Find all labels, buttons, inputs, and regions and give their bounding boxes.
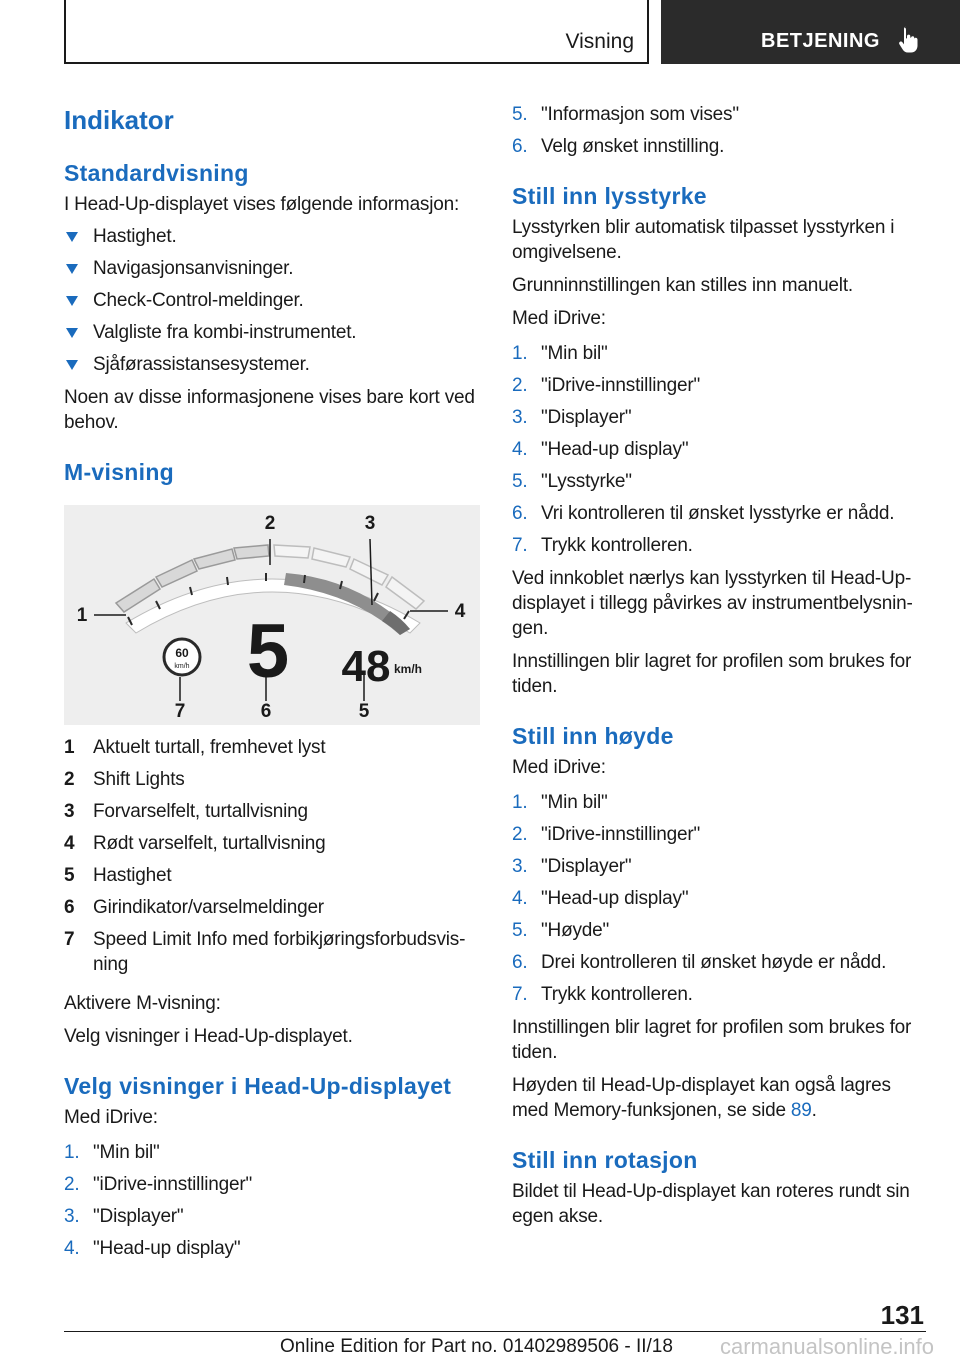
step-number: 1.: [512, 343, 528, 364]
standard-heading: Standardvisning: [64, 160, 249, 186]
step-number: 5.: [512, 104, 528, 125]
step-item: [64, 1204, 482, 1229]
legend-text: Speed Limit Info med forbikjøringsforbudsvis‐ ning: [93, 929, 466, 975]
legend-text: Forvarselfelt, turtallvisning: [93, 801, 308, 822]
legend-number: 2: [64, 769, 75, 790]
triangle-bullet-icon: [66, 296, 78, 306]
step-number: 6.: [512, 136, 528, 157]
step-item: [512, 134, 926, 159]
step-number: 3.: [512, 856, 528, 877]
step-item: [64, 1140, 482, 1165]
step-item: [512, 102, 926, 127]
hoyde-memory-note: [512, 1073, 926, 1123]
step-text: "Displayer": [541, 407, 632, 428]
step-number: 6.: [512, 952, 528, 973]
step-text: "iDrive-innstillinger": [541, 375, 701, 396]
rotasjon-text: Bildet til Head-Up-displayet kan roteres rundt sin egen akse.: [512, 1181, 910, 1227]
list-item: [64, 224, 482, 249]
step-item: [512, 341, 926, 366]
step-number: 6.: [512, 503, 528, 524]
velg-heading: Velg visninger i Head-Up-displayet: [64, 1073, 452, 1099]
legend-number: 3: [64, 801, 75, 822]
step-number: 7.: [512, 535, 528, 556]
step-number: 2.: [512, 824, 528, 845]
hoyde-steps: [512, 790, 926, 1007]
footer-divider: [64, 1331, 926, 1332]
step-text: "iDrive-innstillinger": [541, 824, 701, 845]
speed-unit: km/h: [393, 662, 423, 676]
m-view-diagram: [64, 505, 480, 725]
footer-edition: Online Edition for Part no. 01402989506 - II/18: [280, 1336, 673, 1357]
lysstyrke-saved-note: Innstillingen blir lagret for profilen som brukes for tiden.: [512, 651, 912, 697]
list-item-text: Check-Control-meldinger.: [93, 290, 304, 311]
velg-steps: [64, 1140, 482, 1261]
lysstyrke-steps: [512, 341, 926, 558]
legend-number: 6: [64, 897, 75, 918]
step-text: "Head-up display": [541, 439, 689, 460]
step-text: "Informasjon som vises": [541, 104, 739, 125]
step-text: "Head-up display": [93, 1238, 241, 1259]
legend-item: [64, 767, 482, 792]
step-text: "Displayer": [541, 856, 632, 877]
page-number: 131: [880, 1300, 924, 1330]
activate-text: Aktivere M-visning:: [64, 993, 221, 1014]
footer-watermark: carmanualsonline.info: [720, 1334, 935, 1359]
callout-2: 2: [264, 513, 276, 534]
limit-unit: km/h: [174, 663, 190, 670]
velg-intro: Med iDrive:: [64, 1107, 158, 1128]
m-view-illustration: [64, 505, 480, 725]
rotasjon-heading: Still inn rotasjon: [512, 1147, 698, 1173]
step-text: "Min bil": [541, 792, 608, 813]
step-text: "Lysstyrke": [541, 471, 632, 492]
memory-note-end: .: [811, 1100, 817, 1121]
step-text: "Høyde": [541, 920, 610, 941]
list-item: [64, 352, 482, 377]
legend-number: 4: [64, 833, 75, 854]
legend-item: [64, 735, 482, 760]
limit-value: 60: [175, 646, 189, 660]
list-item: [64, 288, 482, 313]
callout-5: 5: [358, 701, 370, 722]
step-item: [512, 405, 926, 430]
step-text: Trykk kontrolleren.: [541, 984, 693, 1005]
velg-steps-continued: [512, 102, 926, 159]
header-frame: [64, 0, 649, 64]
step-number: 2.: [64, 1174, 80, 1195]
callout-7: 7: [174, 701, 186, 722]
step-number: 4.: [512, 888, 528, 909]
triangle-bullet-icon: [66, 328, 78, 338]
step-item: [512, 982, 926, 1007]
header-section-title: Visning: [565, 30, 634, 53]
step-item: [512, 790, 926, 815]
step-item: [64, 1172, 482, 1197]
step-text: "iDrive-innstillinger": [93, 1174, 253, 1195]
step-number: 3.: [512, 407, 528, 428]
legend-text: Rødt varselfelt, turtallvisning: [93, 833, 326, 854]
step-item: [512, 950, 926, 975]
step-number: 1.: [512, 792, 528, 813]
left-column: [64, 100, 482, 1261]
step-text: "Displayer": [93, 1206, 184, 1227]
step-item: [512, 469, 926, 494]
list-item-text: Navigasjonsanvisninger.: [93, 258, 294, 279]
speed-value: 48: [341, 642, 391, 691]
legend-number: 1: [64, 737, 75, 758]
step-number: 4.: [512, 439, 528, 460]
step-number: 4.: [64, 1238, 80, 1259]
callout-3: 3: [364, 513, 376, 534]
lysstyrke-default: Grunninnstillingen kan stilles inn manuelt.: [512, 275, 853, 296]
callout-1: 1: [76, 605, 88, 626]
standard-bullet-list: [64, 224, 482, 377]
list-item-text: Valgliste fra kombi-instrumentet.: [93, 322, 357, 343]
step-number: 3.: [64, 1206, 80, 1227]
legend-text: Aktuelt turtall, fremhevet lyst: [93, 737, 326, 758]
figure-legend: [64, 735, 482, 977]
legend-item: [64, 895, 482, 920]
standard-intro: I Head-Up-displayet vises følgende informasjon:: [64, 194, 460, 215]
lysstyrke-heading: Still inn lysstyrke: [512, 183, 707, 209]
standard-note: Noen av disse informasjonene vises bare kort ved behov.: [64, 387, 475, 433]
triangle-bullet-icon: [66, 232, 78, 242]
legend-text: Hastighet: [93, 865, 172, 886]
legend-item: [64, 799, 482, 824]
header-chapter-label: BETJENING: [761, 30, 880, 52]
step-item: [512, 854, 926, 879]
list-item-text: Sjåførassistansesystemer.: [93, 354, 310, 375]
legend-text: Shift Lights: [93, 769, 185, 790]
callout-4: 4: [454, 601, 466, 622]
step-text: "Head-up display": [541, 888, 689, 909]
hoyde-saved-note: Innstillingen blir lagret for profilen som brukes for tiden.: [512, 1017, 912, 1063]
page-reference-link[interactable]: 89: [790, 1100, 812, 1121]
step-item: [512, 822, 926, 847]
right-column: [512, 102, 926, 1229]
step-number: 5.: [512, 471, 528, 492]
legend-text: Girindikator/varselmeldinger: [93, 897, 324, 918]
step-item: [512, 437, 926, 462]
activate-instruction: Velg visninger i Head-Up-displayet.: [64, 1026, 353, 1047]
legend-item: [64, 831, 482, 856]
step-item: [512, 533, 926, 558]
step-number: 2.: [512, 375, 528, 396]
header-chapter-tab: [661, 0, 960, 64]
triangle-bullet-icon: [66, 360, 78, 370]
step-number: 7.: [512, 984, 528, 1005]
list-item-text: Hastighet.: [93, 226, 177, 247]
triangle-bullet-icon: [66, 264, 78, 274]
page-title: Indikator: [64, 105, 174, 135]
step-item: [512, 501, 926, 526]
callout-6: 6: [260, 701, 272, 722]
list-item: [64, 320, 482, 345]
lysstyrke-idrive: Med iDrive:: [512, 308, 606, 329]
pointing-hand-icon: [897, 26, 921, 54]
gear-indicator: 5: [246, 609, 290, 694]
memory-note-text: Høyden til Head-Up-displayet kan også lagres med Memory-funksjonen, se side: [512, 1075, 891, 1121]
mvisning-heading: M-visning: [64, 459, 175, 485]
lysstyrke-intro: Lysstyrken blir automatisk tilpasset lysstyrken i omgivelsene.: [512, 217, 895, 263]
step-item: [512, 886, 926, 911]
legend-number: 7: [64, 929, 75, 950]
step-text: Velg ønsket innstilling.: [541, 136, 725, 157]
step-text: Drei kontrolleren til ønsket høyde er nådd.: [541, 952, 887, 973]
step-text: Vri kontrolleren til ønsket lysstyrke er nådd.: [541, 503, 895, 524]
step-text: Trykk kontrolleren.: [541, 535, 693, 556]
legend-item: [64, 927, 482, 977]
step-text: "Min bil": [93, 1142, 160, 1163]
hoyde-idrive: Med iDrive:: [512, 757, 606, 778]
step-text: "Min bil": [541, 343, 608, 364]
step-number: 1.: [64, 1142, 80, 1163]
legend-number: 5: [64, 865, 75, 886]
step-number: 5.: [512, 920, 528, 941]
lysstyrke-lowbeam-note: Ved innkoblet nærlys kan lysstyrken til Head-Up-displayet i tillegg påvirkes av instrumentbelysnin‐ gen.: [512, 568, 913, 639]
list-item: [64, 256, 482, 281]
hoyde-heading: Still inn høyde: [512, 723, 674, 749]
step-item: [512, 373, 926, 398]
step-item: [64, 1236, 482, 1261]
legend-item: [64, 863, 482, 888]
step-item: [512, 918, 926, 943]
